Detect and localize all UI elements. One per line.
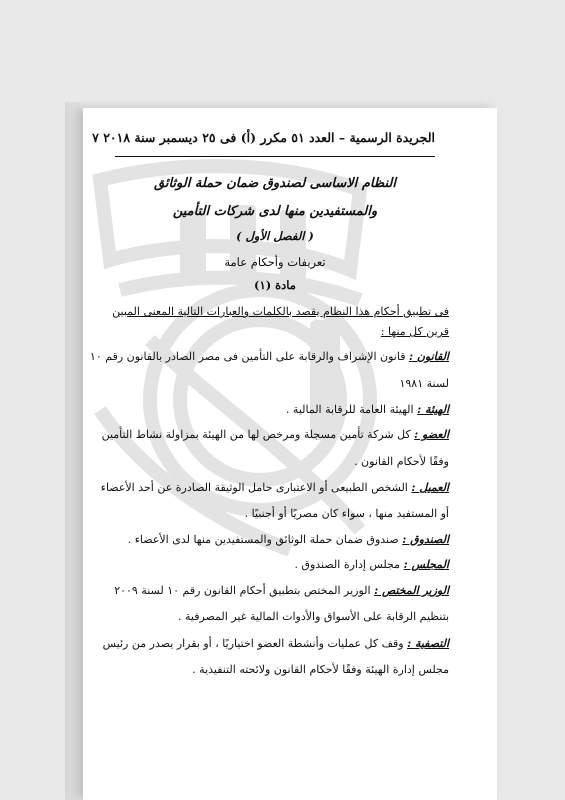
intro-paragraph-line-2: قرين كل منها :: [380, 325, 449, 338]
chapter-subtitle: تعريفات وأحكام عامة: [224, 255, 326, 269]
definition-minister-continued: بتنظيم الرقابة على الأسواق والأدوات المالية غير المصرفية .: [177, 610, 449, 623]
article-heading: مادة (١): [254, 278, 296, 292]
definition-law: [89, 349, 449, 365]
definition-member: [101, 427, 449, 443]
definition-client-continued: أو المستفيد منها ، سواء كان مصريًا أو أجنبيًا .: [244, 507, 449, 520]
definition-member-continued: وفقًا لأحكام القانون .: [354, 455, 449, 468]
definition-minister: [114, 583, 449, 599]
header-divider: [115, 156, 435, 157]
definition-term: العضو :: [414, 428, 449, 441]
definition-term: العميل :: [411, 481, 449, 494]
definition-text: وقف كل عمليات وأنشطة العضو اختياريًا ، أو بقرار يصدر من رئيس: [102, 637, 404, 650]
intro-paragraph-line-1: فى تطبيق أحكام هذا النظام يقصد بالكلمات والعبارات التالية المعنى المبين: [112, 305, 449, 318]
definition-client: [100, 480, 449, 496]
definition-text: كل شركة تأمين مسجلة ومرخص لها من الهيئة بمزاولة نشاط التأمين: [101, 428, 411, 441]
definition-liquidation-continued: مجلس إدارة الهيئة وفقًا لأحكام القانون ولائحته التنفيذية .: [192, 663, 449, 676]
definition-text: الهيئة العامة للرقابة المالية .: [285, 403, 414, 416]
definition-liquidation: [102, 636, 449, 652]
definition-text: الشخص الطبيعى أو الاعتبارى حامل الوثيقة الصادرة عن أحد الأعضاء: [100, 481, 408, 494]
definition-term: الصندوق :: [402, 533, 449, 546]
gazette-header: الجريدة الرسمية – العدد ٥١ مكرر (أ) فى ٢٥ ديسمبر سنة ٢٠١٨ ٧: [92, 130, 435, 145]
definition-term: التصفية :: [407, 637, 449, 650]
definition-authority: [129, 402, 449, 418]
definition-text: مجلس إدارة الصندوق .: [294, 558, 401, 571]
document-title-line-2: والمستفيدين منها لدى شركات التأمين: [172, 204, 378, 219]
definition-term: القانون :: [408, 350, 449, 363]
definition-text: قانون الإشراف والرقابة على التأمين فى مصر الصادر بالقانون رقم ١٠: [89, 350, 406, 363]
document-title-line-1: النظام الاساسى لصندوق ضمان حملة الوثائق: [154, 176, 396, 191]
chapter-heading: ( الفصل الأول ): [236, 229, 314, 243]
definition-term: الوزير المختص :: [374, 584, 449, 597]
definition-board: [129, 557, 449, 573]
definition-law-continued: لسنة ١٩٨١: [399, 377, 449, 390]
definition-text: الوزير المختص بتطبيق أحكام القانون رقم ١٠ لسنة ٢٠٠٩: [114, 584, 371, 597]
definition-term: الهيئة :: [417, 403, 449, 416]
definition-text: صندوق ضمان حملة الوثائق والمستفيدين منها لدى الأعضاء .: [127, 533, 399, 546]
definition-fund: [129, 532, 449, 548]
definition-term: المجلس :: [403, 558, 449, 571]
